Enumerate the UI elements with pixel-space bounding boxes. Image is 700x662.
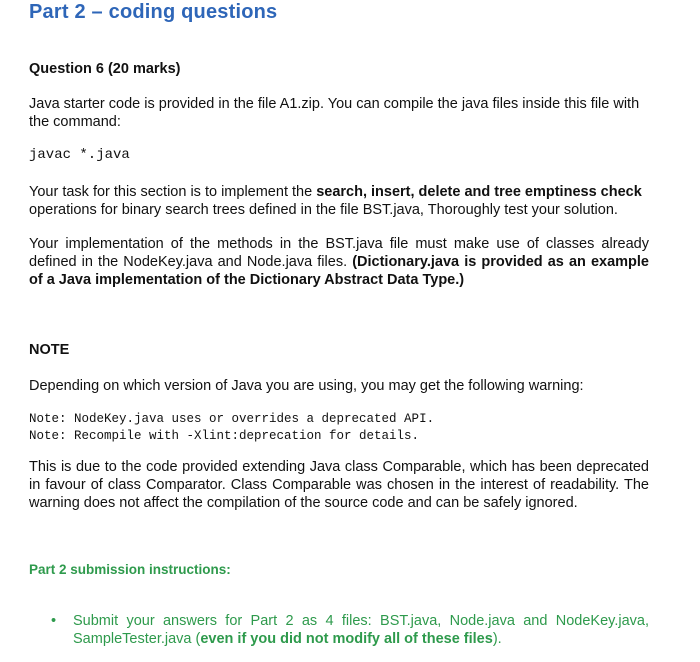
- warning-block: [29, 411, 434, 445]
- warning-line: Note: NodeKey.java uses or overrides a deprecated API.: [29, 412, 435, 426]
- compile-command: javac *.java: [29, 147, 130, 163]
- bullet-suffix: ).: [492, 631, 502, 647]
- bullet-dot-icon: •: [51, 613, 57, 629]
- note-heading: NOTE: [29, 342, 70, 358]
- task-paragraph: [29, 183, 649, 219]
- reason-paragraph: This is due to the code provided extending Java class Comparable, which has been deprecated in favour of class Comparator. Class Comparable was chosen in the interest of readability. The warning does not affect the compilation of the source code and can be safely ignored.: [29, 459, 649, 511]
- submission-heading: Part 2 submission instructions:: [29, 562, 231, 577]
- implementation-text: Your implementation of the methods in the BST.java file must make use of classes already defined in the NodeKey.java and Node.java files.: [29, 236, 649, 270]
- bullet-bold: even if you did not modify all of these files: [200, 631, 493, 647]
- task-bold: search, insert, delete and tree emptiness check: [316, 184, 642, 200]
- implementation-paragraph: [29, 235, 649, 289]
- note-intro: Depending on which version of Java you are using, you may get the following warning:: [29, 378, 584, 394]
- question-heading: Question 6 (20 marks): [29, 61, 181, 77]
- intro-paragraph: Java starter code is provided in the file A1.zip. You can compile the java files inside this file with the command:: [29, 96, 640, 130]
- task-prefix: Your task for this section is to implement the: [29, 184, 317, 200]
- submission-bullet-text: [73, 612, 649, 648]
- submission-bullet: [51, 612, 649, 648]
- bullet-text: Submit your answers for Part 2 as 4 files: BST.java, Node.java and NodeKey.java, SampleTester.java (: [73, 613, 649, 647]
- part-title: Part 2 – coding questions: [29, 1, 278, 23]
- warning-line: Note: Recompile with -Xlint:deprecation for details.: [29, 429, 420, 443]
- task-suffix: operations for binary search trees defined in the file BST.java, Thoroughly test your solution.: [29, 202, 618, 218]
- implementation-bold: (Dictionary.java is provided as an example of a Java implementation of the Dictionary Abstract Data Type.): [29, 254, 650, 288]
